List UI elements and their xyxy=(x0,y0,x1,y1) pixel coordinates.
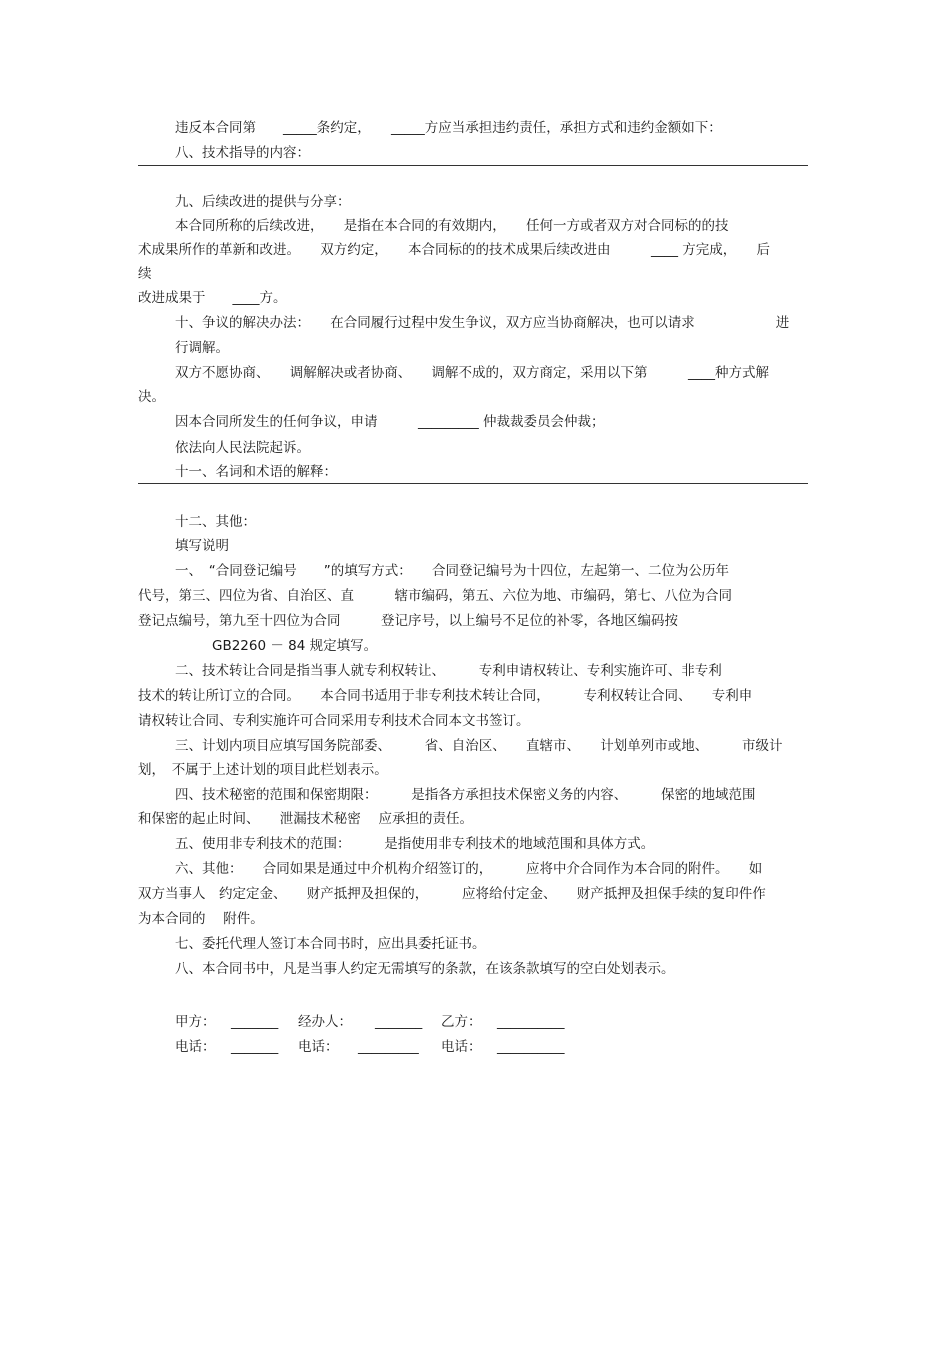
text-line: 续 xyxy=(138,266,152,282)
text-line: 改进成果于 ____方。 xyxy=(138,290,287,306)
text-line: 本合同所称的后续改进， 是指在本合同的有效期内， 任何一方或者双方对合同标的的技 xyxy=(175,218,729,234)
text-line: 技术的转让所订立的合同。 本合同书适用于非专利技术转让合同， 专利权转让合同、 专利申 xyxy=(138,688,753,704)
party-a-blank: _______ xyxy=(231,1014,279,1030)
text-line: 七、委托代理人签订本合同书时，应出具委托证书。 xyxy=(175,936,486,952)
phone-label: 电话： xyxy=(298,1039,339,1055)
text-line: 划， 不属于上述计划的项目此栏划表示。 xyxy=(138,762,388,778)
text-line: 术成果所作的革新和改进。 双方约定， 本合同标的的技术成果后续改进由 ____ 方完成， 后 xyxy=(138,242,771,258)
heading-dispute-resolution: 十、争议的解决办法： 在合同履行过程中发生争议，双方应当协商解决，也可以请求 进 xyxy=(175,315,790,331)
text-line: 八、本合同书中，凡是当事人约定无需填写的条款，在该条款填写的空白处划表示。 xyxy=(175,961,675,977)
handler-blank: _______ xyxy=(375,1014,423,1030)
text-line: 一、 “合同登记编号 ”的填写方式： 合同登记编号为十四位，左起第一、二位为公历年 xyxy=(175,563,729,579)
text-line: 请权转让合同、专利实施许可合同采用专利技术合同本文书签订。 xyxy=(138,713,530,729)
text-line: 六、其他： 合同如果是通过中介机构介绍签订的， 应将中介合同作为本合同的附件。 如 xyxy=(175,861,763,877)
fill-in-line xyxy=(138,165,808,166)
text-line: 三、计划内项目应填写国务院部委、 省、自治区、 直辖市、 计划单列市或地、 市级计 xyxy=(175,738,783,754)
text-line: 因本合同所发生的任何争议，申请 _________ 仲裁裁委员会仲裁； xyxy=(175,414,605,430)
text-line: 为本合同的 附件。 xyxy=(138,911,264,927)
handler-label: 经办人： xyxy=(298,1014,352,1030)
heading-instructions: 填写说明 xyxy=(175,538,229,554)
heading-terms-definitions: 十一、名词和术语的解释： xyxy=(175,464,337,480)
heading-other: 十二、其他： xyxy=(175,514,256,530)
party-b-blank: __________ xyxy=(497,1014,565,1030)
heading-follow-up-improvement: 九、后续改进的提供与分享： xyxy=(175,194,351,210)
phone-blank: __________ xyxy=(497,1039,565,1055)
text-line: 行调解。 xyxy=(175,340,229,356)
text-line: 依法向人民法院起诉。 xyxy=(175,440,310,456)
text-line: 和保密的起止时间、 泄漏技术秘密 应承担的责任。 xyxy=(138,811,474,827)
text-line: 双方当事人 约定定金、 财产抵押及担保的， 应将给付定金、 财产抵押及担保手续的复印件作 xyxy=(138,886,766,902)
phone-label: 电话： xyxy=(175,1039,216,1055)
fill-in-line xyxy=(138,483,808,484)
text-line: 决。 xyxy=(138,389,165,405)
party-b-label: 乙方： xyxy=(441,1014,482,1030)
party-a-label: 甲方： xyxy=(175,1014,216,1030)
text-line: GB2260 － 84 规定填写。 xyxy=(212,638,378,654)
phone-blank: _________ xyxy=(358,1039,419,1055)
text-line: 双方不愿协商、 调解解决或者协商、 调解不成的，双方商定，采用以下第 ____种方式解 xyxy=(175,365,769,381)
text-line: 代号，第三、四位为省、自治区、直 辖市编码，第五、六位为地、市编码，第七、八位为合同 xyxy=(138,588,732,604)
phone-label: 电话： xyxy=(441,1039,482,1055)
text-line-breach: 违反本合同第 _____条约定， _____方应当承担违约责任，承担方式和违约金额如下： xyxy=(175,120,722,136)
text-line: 五、使用非专利技术的范围： 是指使用非专利技术的地域范围和具体方式。 xyxy=(175,836,655,852)
text-line: 登记点编号，第九至十四位为合同 登记序号，以上编号不足位的补零，各地区编码按 xyxy=(138,613,678,629)
text-line: 四、技术秘密的范围和保密期限： 是指各方承担技术保密义务的内容、 保密的地域范围 xyxy=(175,787,756,803)
phone-blank: _______ xyxy=(231,1039,279,1055)
text-line: 二、技术转让合同是指当事人就专利权转让、 专利申请权转让、专利实施许可、非专利 xyxy=(175,663,722,679)
heading-tech-guidance: 八、技术指导的内容： xyxy=(175,145,310,161)
